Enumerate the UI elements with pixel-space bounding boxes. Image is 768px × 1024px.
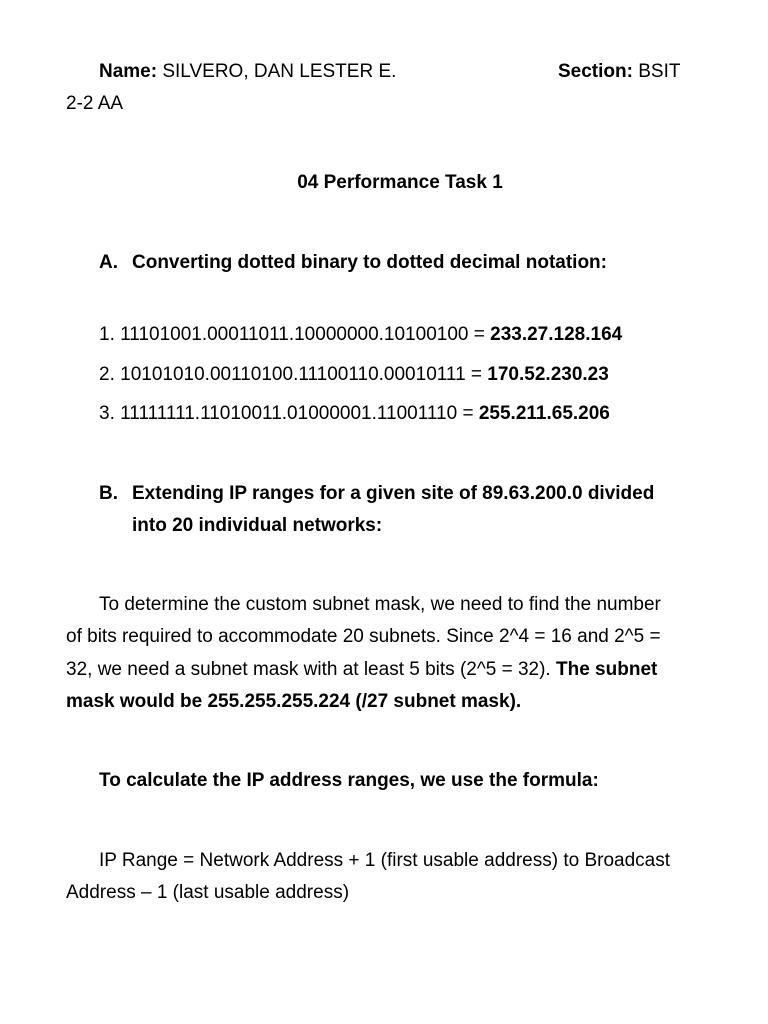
binary-expression: 3. 11111111.11010011.01000001.11001110 = [99, 403, 479, 424]
list-item [99, 323, 622, 347]
paragraph-1-line1: To determine the custom subnet mask, we need to find the number [99, 594, 661, 615]
section-value-part1: BSIT [638, 61, 681, 82]
list-item [99, 402, 610, 426]
paragraph-1-line2: of bits required to accommodate 20 subnets. Since 2^4 = 16 and 2^5 = [66, 626, 661, 647]
paragraph-1-line4 [66, 690, 521, 714]
section-b-marker: B. [99, 483, 118, 504]
decimal-answer: 255.211.65.206 [478, 403, 610, 424]
section-b-heading-line2: into 20 individual networks: [132, 515, 383, 536]
name-value: SILVERO, DAN LESTER E. [162, 61, 397, 82]
name-line [99, 60, 396, 84]
formula-line2: Address – 1 (last usable address) [66, 882, 350, 903]
binary-expression: 2. 10101010.00110100.11100110.00010111 = [99, 364, 488, 385]
page-title: 04 Performance Task 1 [297, 172, 503, 193]
name-label: Name: [99, 61, 158, 82]
section-b-heading-line1: Extending IP ranges for a given site of 89.63.200.0 divided [132, 483, 655, 504]
paragraph-1-line3: 32, we need a subnet mask with at least 5 bits (2^5 = 32). The subnet [66, 659, 658, 680]
formula-intro: To calculate the IP address ranges, we use the formula: [99, 770, 599, 791]
section-line [558, 60, 680, 84]
decimal-answer: 233.27.128.164 [490, 324, 623, 345]
subnet-mask-statement-part2: mask would be 255.255.255.224 (/27 subnet mask). [66, 691, 522, 712]
section-a-marker: A. [99, 252, 118, 273]
subnet-mask-statement-part1: The subnet [556, 659, 658, 680]
section-value-part2: 2-2 AA [66, 93, 124, 114]
decimal-answer: 170.52.230.23 [487, 364, 609, 385]
formula-line1: IP Range = Network Address + 1 (first usable address) to Broadcast [99, 850, 670, 871]
binary-expression: 1. 11101001.00011011.10000000.10100100 = [99, 324, 491, 345]
list-item [99, 363, 609, 387]
section-a-heading: Converting dotted binary to dotted decimal notation: [132, 252, 607, 273]
section-label: Section: [558, 61, 633, 82]
